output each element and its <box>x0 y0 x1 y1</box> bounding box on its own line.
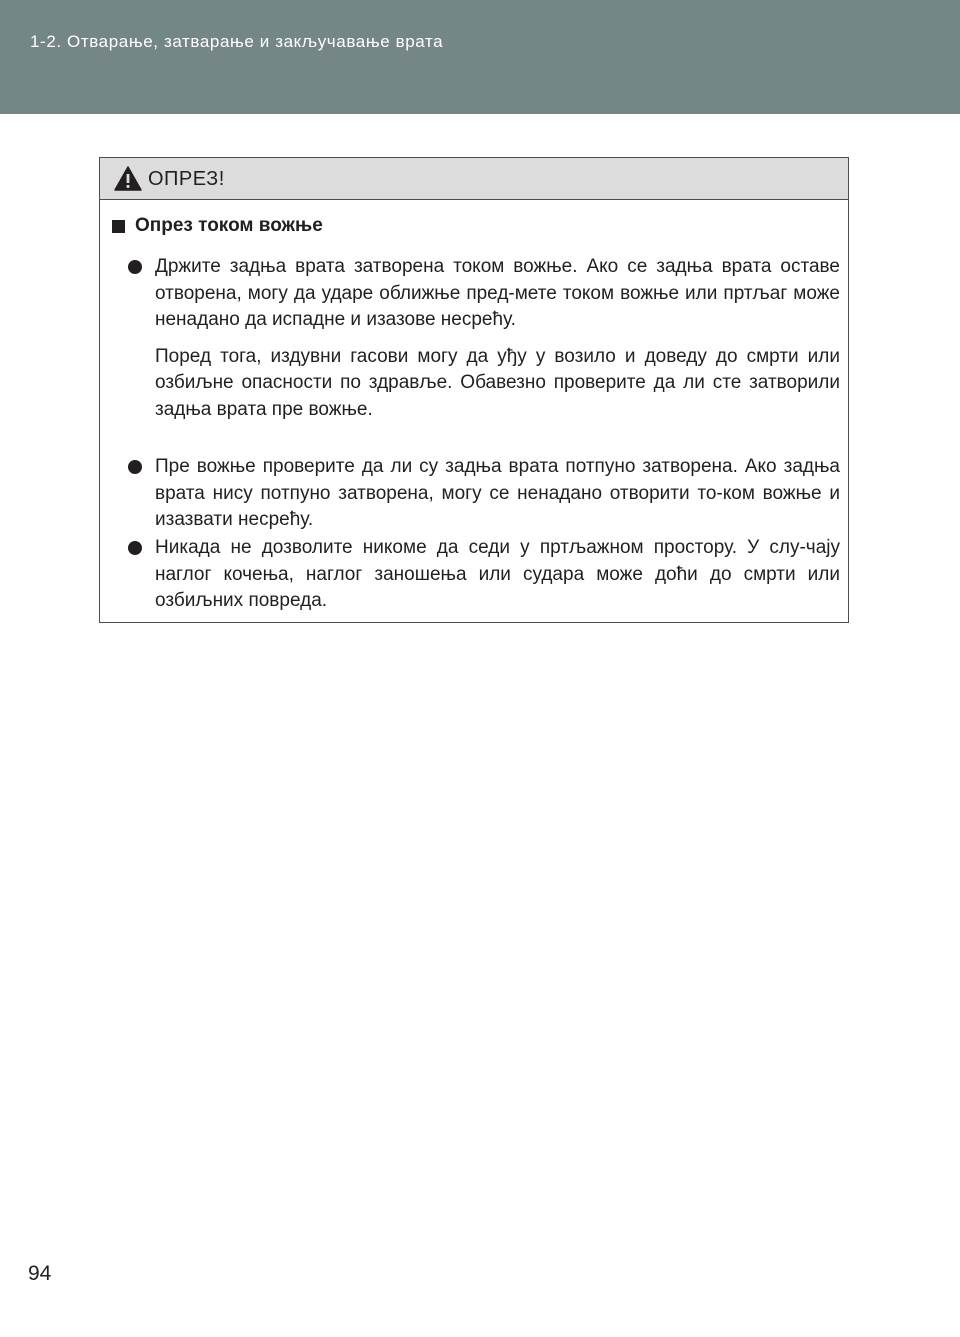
paragraph: Поред тога, издувни гасови могу да уђу у возило и доведу до смрти или озбиљне опасности по здравље. Обавезно проверите да ли сте затворили задња врата пре вожње. <box>155 345 840 420</box>
caution-box <box>99 157 849 623</box>
list-item <box>128 535 840 615</box>
list-item <box>128 254 840 423</box>
chapter-title: 1-2. Отварање, затварање и закључавање врата <box>30 32 444 51</box>
header-band <box>0 0 960 114</box>
bullet-icon <box>128 460 142 474</box>
paragraph: Пре вожње проверите да ли су задња врата потпуно затворена. Ако задња врата нису потпуно затворена, могу се ненадано отворити то-ком вожње и изазвати несрећу. <box>155 456 840 530</box>
bullet-icon <box>128 260 142 274</box>
caution-title: ОПРЕЗ! <box>148 168 225 190</box>
list-item-text <box>155 454 840 534</box>
paragraph: Никада не дозволите никоме да седи у пртљажном простору. У слу-чају наглог кочења, наглог заношења или судара може доћи до смрти или озбиљних повреда. <box>155 537 840 611</box>
page-number: 94 <box>28 1262 52 1285</box>
section-heading <box>112 215 323 237</box>
list-item <box>128 454 840 534</box>
section-heading-text: Опрез током вожње <box>135 215 323 236</box>
caution-header <box>100 158 848 200</box>
list-item-text <box>155 535 840 615</box>
list-item-text <box>155 254 840 423</box>
warning-triangle-icon <box>114 166 142 191</box>
bullet-icon <box>128 541 142 555</box>
square-bullet-icon <box>112 220 125 233</box>
paragraph: Држите задња врата затворена током вожње. Ако се задња врата оставе отворена, могу да ударе оближње пред-мете током вожње или пртљаг може ненадано да испадне и изазове несрећу. <box>155 256 840 330</box>
